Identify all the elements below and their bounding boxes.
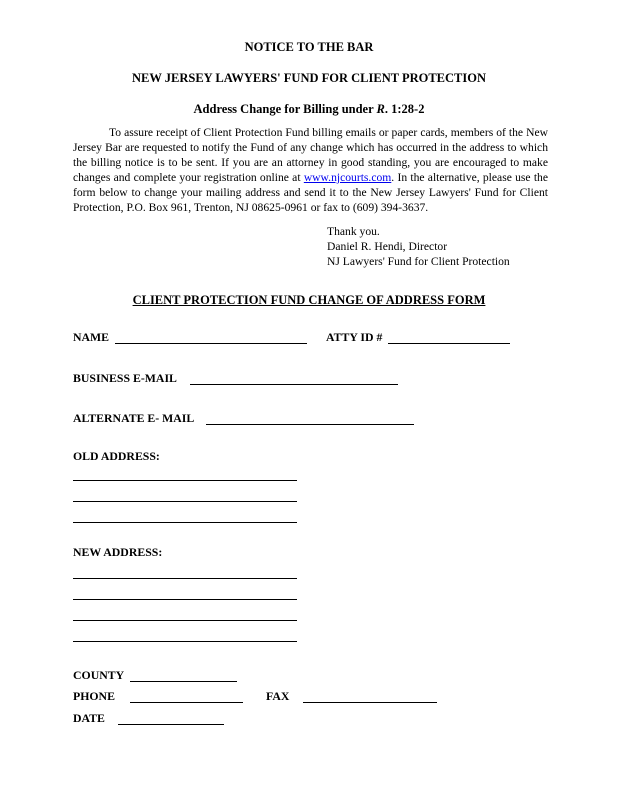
county-field[interactable]	[130, 681, 237, 682]
business-email-field[interactable]	[190, 384, 398, 385]
new-address-label: NEW ADDRESS:	[73, 545, 163, 559]
old-address-line-1[interactable]	[73, 480, 297, 481]
new-address-line-3[interactable]	[73, 620, 297, 621]
county-label: COUNTY	[73, 668, 125, 682]
signature-name: Daniel R. Hendi, Director	[327, 240, 448, 253]
name-field[interactable]	[115, 343, 307, 344]
paragraph-part-2: . In the alternative, please use the form below to change your mailing address and send it to the New Jersey Lawyers' Fund for Client Protection, P.O. Box 961, Trenton, NJ 08625-0961 or fax to (609) 394-3637.	[73, 171, 548, 214]
signature-org: NJ Lawyers' Fund for Client Protection	[327, 255, 510, 268]
business-email-label: BUSINESS E-MAIL	[73, 371, 177, 385]
njcourts-link[interactable]: www.njcourts.com	[303, 171, 392, 184]
phone-field[interactable]	[130, 702, 243, 703]
date-field[interactable]	[118, 724, 224, 725]
atty-id-field[interactable]	[388, 343, 510, 344]
paragraph-part-1: To assure receipt of Client Protection Fund billing emails or paper cards, members of the New Jersey Bar are requested to notify the Fund of any change which has occurred in the address to which the billing notice is to be sent. If you are an attorney in good standing, you are encouraged to make changes and complete your registration online at	[73, 126, 548, 184]
notice-paragraph	[73, 125, 548, 215]
alternate-email-field[interactable]	[206, 424, 414, 425]
new-address-line-4[interactable]	[73, 641, 297, 642]
old-address-label: OLD ADDRESS:	[73, 449, 160, 463]
old-address-line-3[interactable]	[73, 522, 297, 523]
new-address-line-2[interactable]	[73, 599, 297, 600]
atty-id-label: ATTY ID #	[326, 330, 383, 344]
alternate-email-label: ALTERNATE E- MAIL	[73, 411, 195, 425]
fax-label: FAX	[266, 689, 290, 703]
subtitle-prefix: Address Change for Billing under	[193, 102, 377, 116]
old-address-line-2[interactable]	[73, 501, 297, 502]
subtitle-heading	[0, 102, 618, 117]
name-label: NAME	[73, 330, 110, 344]
fax-field[interactable]	[303, 702, 437, 703]
subtitle-suffix: . 1:28-2	[384, 102, 425, 116]
phone-label: PHONE	[73, 689, 115, 703]
form-title: CLIENT PROTECTION FUND CHANGE OF ADDRESS FORM	[132, 293, 486, 307]
fund-heading: NEW JERSEY LAWYERS' FUND FOR CLIENT PROTECTION	[132, 71, 486, 85]
subtitle-rule-letter: R	[376, 102, 385, 116]
signature-thanks: Thank you.	[327, 225, 380, 238]
new-address-line-1[interactable]	[73, 578, 297, 579]
notice-heading: NOTICE TO THE BAR	[244, 40, 374, 54]
date-label: DATE	[73, 711, 105, 725]
